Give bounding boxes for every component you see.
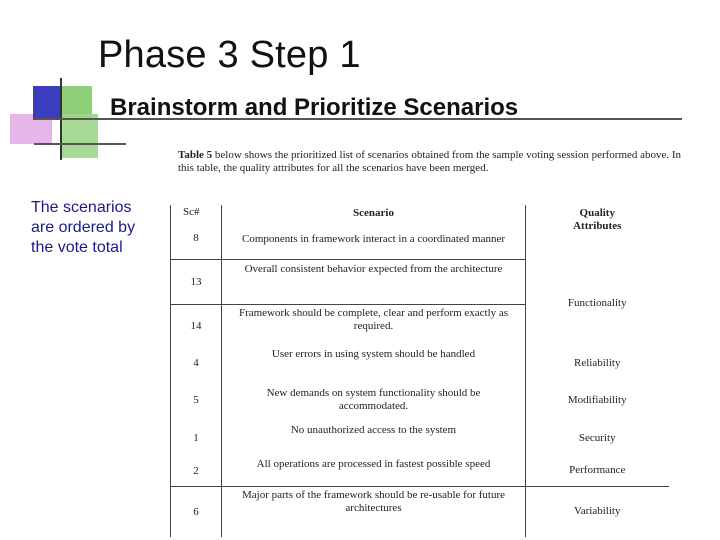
quality-variability: Variability [574,505,621,518]
slide-subtitle: Brainstorm and Prioritize Scenarios [110,94,519,121]
caption-ref: Table 5 [178,149,213,161]
table-caption [178,149,698,175]
caption-text: below shows the prioritized list of scenarios obtained from the sample voting session performed above. In this table, the quality attributes for all the scenarios have been merged. [178,149,682,174]
scenario-text: Components in framework interact in a coordinated manner [242,233,505,245]
quality-functionality: Functionality [567,297,627,309]
quality-security: Security [578,431,616,444]
quality-cell [526,259,669,346]
scenario-text: Framework should be complete, clear and perform exactly as required. [238,306,509,332]
sc-cell [171,259,222,304]
scenario-cell [222,486,526,537]
decor-green-square-lower [62,114,98,158]
header-quality-text: Quality Attributes [573,207,622,232]
table-row [171,259,669,304]
header-sc: Sc# [183,205,200,218]
table-row [171,380,669,420]
slide-title: Phase 3 Step 1 [98,34,361,76]
scenario-cell [222,304,526,346]
quality-reliability: Reliability [574,356,621,369]
sc-number: 6 [193,505,199,518]
sc-cell [171,420,222,456]
scenario-text: Overall consistent behavior expected from the architecture [244,262,503,275]
side-note: The scenarios are ordered by the vote total [31,199,136,256]
table-row [171,456,669,486]
scenario-text: All operations are processed in fastest possible speed [256,458,491,470]
sc-number: 4 [193,357,199,369]
sc-cell [171,456,222,486]
quality-cell [526,380,669,420]
quality-performance: Performance [569,464,626,477]
scenario-cell [222,259,526,304]
sc-number: 8 [193,231,199,244]
scenario-text: No unauthorized access to the system [290,424,457,436]
table-row [171,205,669,259]
quality-modifiability: Modifiability [567,393,627,406]
scenario-cell [222,346,526,380]
quality-cell [526,456,669,486]
quality-cell [526,346,669,380]
sc-number: 5 [193,394,199,406]
decor-horizontal-line-short [34,143,126,145]
sc-cell [171,205,222,259]
sc-cell [171,486,222,537]
table-row [171,420,669,456]
scenario-text: User errors in using system should be handled [271,348,476,360]
scenario-cell [222,205,526,259]
scenario-cell [222,420,526,456]
quality-cell [526,486,669,537]
scenario-cell [222,380,526,420]
sc-number: 1 [193,432,199,444]
scenario-table [170,205,669,537]
sc-number: 13 [190,275,202,288]
sc-cell [171,304,222,346]
table-row [171,486,669,537]
sc-cell [171,346,222,380]
header-scenario: Scenario [353,207,394,219]
sc-number: 2 [193,464,199,477]
header-quality [526,205,669,259]
sc-cell [171,380,222,420]
scenario-cell [222,456,526,486]
quality-cell [526,420,669,456]
scenario-text: Major parts of the framework should be re-usable for future architectures [242,488,505,514]
table-row [171,346,669,380]
scenario-text: New demands on system functionality should be accommodated. [266,387,481,412]
sc-number: 14 [190,319,202,332]
